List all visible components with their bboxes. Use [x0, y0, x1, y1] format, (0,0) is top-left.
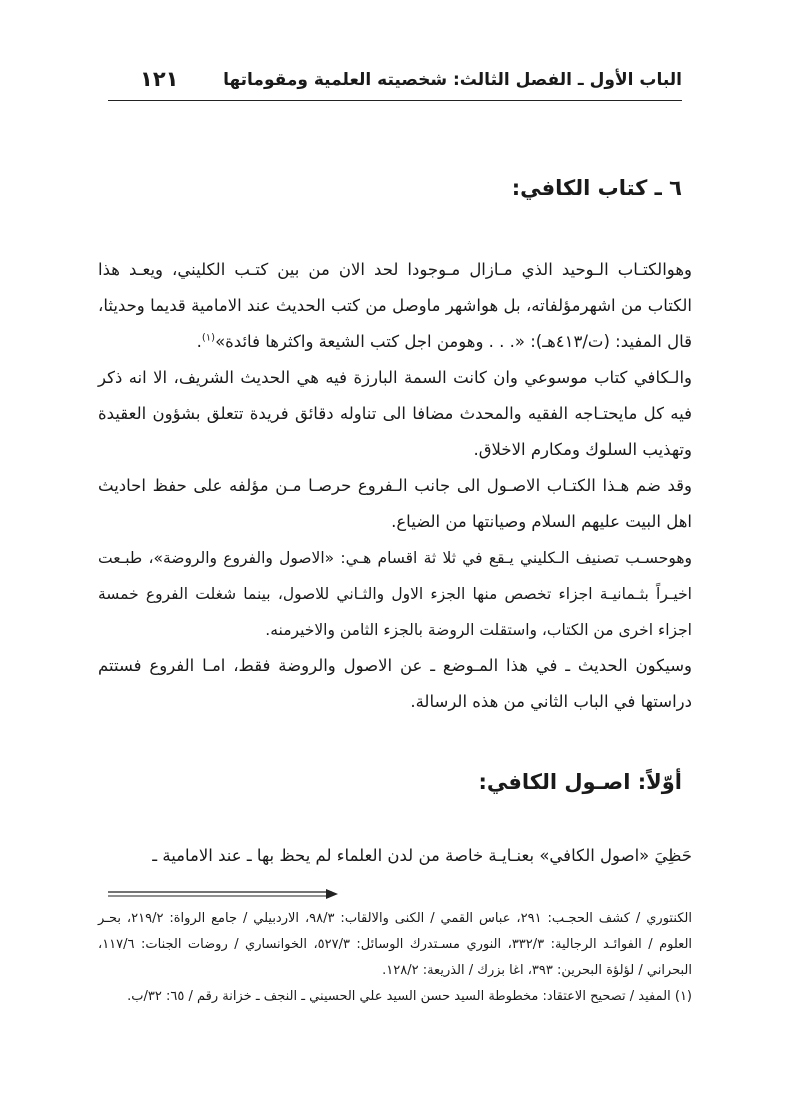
paragraph-1-text: وهوالكتـاب الـوحيد الذي مـازال مـوجودا لحد الان من بين كتـب الكليني، ويعـد هذا الكتاب من اشهرمؤلفاته، بل هواشهر ماوصل من كتب الحديث عند الامامية قديما وحديثا، قال المفيد: (ت/٤١٣هـ): «. . . وهومن اجل كتب الشيعة واكثرها فائدة»: [98, 260, 692, 351]
footnote-1: (١) المفيد / تصحيح الاعتقاد: مخطوطة السيد حسن السيد علي الحسيني ـ النجف ـ خزانة رقم / ٦٥: ٣٢/ب.: [127, 989, 692, 1004]
paragraph-4: وهوحسـب تصنيف الـكليني يـقع في ثلا ثة اقسام هـي: «الاصول والفروع والروضة»، طبـعت اخيـراً بثـمانيـة اجزاء تخصص منها الجزء الاول والثـاني للاصول، بينما شغلت الفروع خمسة اجزاء اخرى من الكتاب، واستقلت الروضة بالجزء الثامن والاخيرمنه.: [98, 549, 692, 639]
paragraph-1: وهوالكتـاب الـوحيد الذي مـازال مـوجودا لحد الان من بين كتـب الكليني، ويعـد هذا الكتاب من اشهرمؤلفاته، بل هواشهر ماوصل من كتب الحديث عند الامامية قديما وحديثا، قال المفيد: (ت/٤١٣هـ): «. . . وهومن اجل كتب الشيعة واكثرها فائدة»$^{(١)}$.: [98, 260, 692, 351]
footnote-arrow-icon: [108, 888, 338, 900]
running-title: الباب الأول ـ الفصل الثالث: شخصيته العلمية ومقوماتها: [223, 70, 682, 90]
paragraph-5: وسيكون الحديث ـ في هذا المـوضع ـ عن الاصول والروضة فقط، امـا الفروع فستتم دراستها في الباب الثاني من هذه الرسالة.: [98, 656, 692, 711]
footnotes: [98, 906, 692, 1010]
footnote-marker: (١): [201, 332, 216, 344]
paragraph-2: والـكافي كتاب موسوعي وان كانت السمة البارزة فيه هي الحديث الشريف، الا انه ذكر فيه كل مايحتـاجه الفقيه والمحدث مضافا الى تناوله دقائق فريدة تتعلق بشؤون العقيدة وتهذيب السلوك ومكارم الاخلاق.: [98, 368, 692, 459]
footnote-sources: الكنتوري / كشف الحجـب: ٢٩١، عباس القمي / الكنى والالقاب: ٩٨/٣، الاردبيلي / جامع الرواة: ٢١٩/٢، بحـر العلوم / الفوائـد الرجالية: ٣٣٢/٣، النوري مسـتدرك الوسائل: ٥٢٧/٣، الخوانساري / روضات الجنات: ١١٧/٦، البحراني / لؤلؤة البحرين: ٣٩٣، اغا بزرك / الذريعة: ١٢٨/٢.: [98, 911, 693, 978]
page-header: [108, 67, 682, 100]
header-rule: [108, 100, 682, 101]
paragraph-3: وقد ضم هـذا الكتـاب الاصـول الى جانب الـفروع حرصـا مـن مؤلفه على حفظ احاديث اهل البيت عليهم السلام وصيانتها من الضياع.: [98, 476, 692, 531]
subheading: أوّلاً: اصـول الكافي:: [478, 770, 682, 794]
section-heading: ٦ ـ كتاب الكافي:: [511, 176, 682, 200]
page-number: ١٢١: [140, 67, 179, 91]
paragraph-6: حَظِيَ «اصول الكافي» بعنـايـة خاصة من لدن العلماء لم يحظ بها ـ عند الامامية ـ: [152, 846, 692, 865]
